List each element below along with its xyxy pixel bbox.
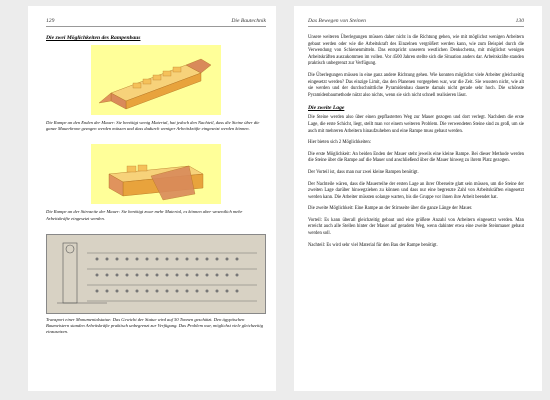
left-page-header xyxy=(46,18,266,27)
ramp-ends-illustration xyxy=(91,45,221,115)
caption-ramp-ends: Die Rampe an den Enden der Mauer: Sie benötigt wenig Material, hat jedoch den Nachteil, dass die Steine über die ganze Mauerkrone gezogen werden müssen und dass dadurch weniger Arbeitskräfte eingesetzt werden können. xyxy=(46,120,260,132)
relief-illustration xyxy=(47,235,265,313)
paragraph: Die Überlegungen müssen in eine ganz andere Richtung gehen. Wie konnten möglichst viele Arbeiter gleichzeitig eingesetzt werden? Das einzige Limit, das den Planenen vorgegeben war, war die Zeit. Sie wussten nicht, wie alt sie werden und der durchschnittliche Pyramidenbau dauerte damals nicht gerade sehr hoch. Die schönste Pyramidenbaumethode nützt also nichts, wenn sie sich nicht schnell realisieren lässt. xyxy=(308,72,524,98)
caption-ramp-front: Die Rampe an der Stirnseite der Mauer: Sie benötigt zwar mehr Material, es können aber wesentlich mehr Arbeitskräfte eingesetzt werden. xyxy=(46,209,243,221)
page-number: 129 xyxy=(46,18,55,24)
paragraph: Vorteil: Es kann überall gleichzeitig gebaut und eine größere Anzahl von Arbeitern eingesetzt werden. Man erreicht auch alle Stellen hinter der Mauer auf geradem Weg, wenn dahinter etwa eine zweite Steinmauer gebaut werden soll. xyxy=(308,217,524,237)
ramp-figure-front xyxy=(91,144,221,204)
ramp-front-illustration xyxy=(91,144,221,204)
section-title: Die zweite Lage xyxy=(308,105,345,112)
statue-relief-image xyxy=(46,234,266,314)
paragraph: Nachteil: Es wird sehr viel Material für den Bau der Rampe benötigt. xyxy=(308,242,438,248)
page-number: 130 xyxy=(515,18,524,24)
running-title: Das Bewegen von Steinen xyxy=(308,18,366,24)
paragraph: Hier bieten sich 2 Möglichkeiten: xyxy=(308,140,372,146)
paragraph: Die erste Möglichkeit: An beiden Enden der Mauer steht jeweils eine kleine Rampe. Bei dieser Methode werden die Steine über die Rampe auf die Mauer und anschließend über die Mauer hinweg zu ihrem Platz gezogen. xyxy=(308,151,524,164)
paragraph: Die zweite Möglichkeit: Eine Rampe an der Stirnseite über die ganze Länge der Mauer. xyxy=(308,206,473,212)
caption-statue-transport: Transport einer Monumentalstatue: Das Gewicht der Statue wird auf 50 Tonnen geschätzt. Den ägyptischen Baumeistern standen Arbeitskräfte praktisch unbegrenzt zur Verfügung. Das Problem war, möglichst viele gleichzeitig einzusetzen. xyxy=(46,316,263,335)
right-page xyxy=(294,6,542,391)
paragraph: Die Steine werden also über einen gepflasterten Weg zur Mauer gezogen und dort verlegt. Nachdem die erste Lage, die erste Schicht, liegt, stellt man vor einem weiteren Problem. Die verwendeten Steine sind zu groß, um sie auch mit mehreren Arbeitern hinaufzuheben und eine Rampe muss gebaut werden. xyxy=(308,115,524,134)
ramp-figure-ends xyxy=(91,45,221,115)
section-title: Die zwei Möglichkeiten des Rampenbaus xyxy=(46,35,141,41)
paragraph: Der Nachteile wären, dass die Mauerreihe der ersten Lage an ihrer Oberseite glatt sein müssen, um die Steine der zweiten Lage darüber hinwegziehen zu können und dass nur eine begrenzte Zahl von Arbeitskräften eingesetzt werden kann. Die Arbeiter müssten solange warten, bis die Gruppe vor ihnen ihre Arbeit beendet hat. xyxy=(308,181,524,200)
paragraph: Unsere weiteren Überlegungen müssen daher nicht in die Richtung gehen, wie mit möglichst wenigen Arbeitern gebaut werden oder wie die Arbeitskraft des Einzelnen vergrößert werden kann, wie zum Beispiel durch die Verwendung von Schienenmitteln. Das entspricht unserem westlichen Denkschema, mit möglichst wenigen Arbeitskräften auszukommen im vollen. Vor 4500 Jahren stellte sich die Situation anders dar. Arbeitskräfte standen praktisch unbegrenzt zur Verfügung. xyxy=(308,35,524,67)
running-title: Die Bautechnik xyxy=(231,18,266,24)
right-page-header xyxy=(308,18,524,27)
paragraph: Der Vorteil ist, dass man nur zwei kleine Rampen benötigt. xyxy=(308,169,419,175)
left-page xyxy=(28,6,276,391)
